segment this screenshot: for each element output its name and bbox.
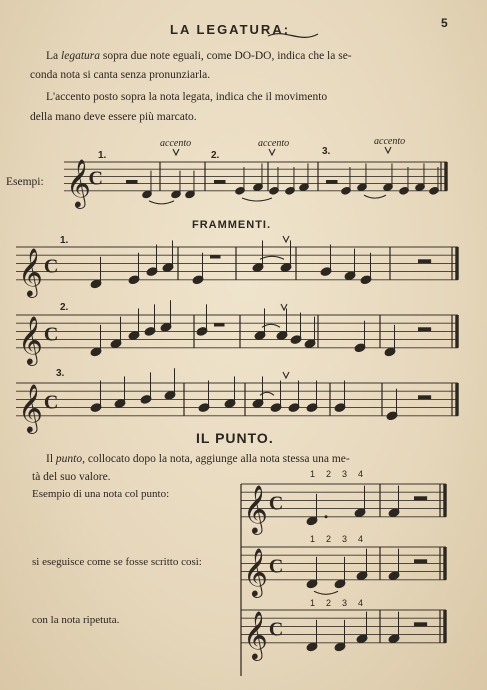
rest — [414, 559, 427, 563]
count-1: 1 — [310, 534, 316, 544]
treble-clef: 𝄞 — [243, 483, 268, 533]
text-run: La — [46, 50, 62, 62]
treble-clef: 𝄞 — [18, 246, 43, 296]
punto-title: IL PUNTO. — [196, 430, 274, 446]
count-4: 4 — [358, 534, 364, 544]
italic-term: legatura — [61, 50, 100, 62]
repeated-label: con la nota ripetuta. — [32, 614, 120, 626]
accent-mark — [283, 372, 289, 378]
time-signature: C — [268, 555, 284, 578]
legatura-title: LA LEGATURA: — [170, 22, 291, 37]
frammenti-title: FRAMMENTI. — [192, 219, 272, 231]
count-2: 2 — [326, 469, 332, 479]
example-number-3: 3. — [322, 146, 331, 157]
rest — [418, 395, 431, 399]
count-3: 3 — [342, 598, 348, 608]
count-2: 2 — [326, 534, 332, 544]
frammento-number-1: 1. — [60, 235, 69, 246]
rest — [418, 259, 431, 263]
rest — [414, 496, 427, 500]
page-number: 5 — [441, 16, 448, 30]
rest — [326, 180, 338, 184]
rest — [210, 255, 220, 258]
rest — [214, 180, 226, 184]
italic-term: punto, — [55, 453, 85, 465]
text-run: collocato dopo la nota, aggiunge alla nota stessa una me- — [84, 453, 350, 465]
rest — [414, 622, 427, 626]
accent-mark — [173, 149, 179, 155]
legatura-paragraph-1-line-2: conda nota si canta senza pronunziarla. — [30, 69, 211, 81]
count-1: 1 — [310, 469, 316, 479]
title-flourish — [268, 34, 318, 38]
time-signature: C — [88, 167, 103, 190]
dotted-example-label: Esempio di una nota col punto: — [32, 488, 170, 500]
legatura-paragraph-2-line-2: della mano deve essere più marcato. — [30, 111, 197, 123]
time-signature: C — [268, 492, 284, 515]
example-number-2: 2. — [211, 150, 220, 161]
count-3: 3 — [342, 534, 348, 544]
time-signature: C — [43, 391, 59, 414]
treble-clef: 𝄞 — [243, 609, 268, 659]
example-number-1: 1. — [98, 150, 107, 161]
tie — [260, 256, 284, 259]
tie — [242, 198, 272, 201]
treble-clef: 𝄞 — [66, 157, 91, 207]
count-4: 4 — [358, 469, 364, 479]
count-3: 3 — [342, 469, 348, 479]
rest — [126, 180, 138, 184]
frammento-number-3: 3. — [56, 368, 65, 379]
treble-clef: 𝄞 — [243, 546, 268, 596]
punto-paragraph-line-2: tà del suo valore. — [32, 471, 111, 483]
treble-clef: 𝄞 — [18, 382, 43, 432]
executed-label: si eseguisce come se fosse scritto così: — [32, 556, 202, 568]
accent-mark — [385, 147, 391, 153]
examples-label: Esempi: — [6, 176, 44, 188]
time-signature: C — [43, 323, 59, 346]
count-2: 2 — [326, 598, 332, 608]
time-signature: C — [268, 618, 284, 641]
rest — [214, 323, 224, 326]
accento-label-1: accento — [160, 138, 192, 149]
frammento-number-2: 2. — [60, 302, 69, 313]
count-4: 4 — [358, 598, 364, 608]
text-run: Il — [46, 453, 56, 465]
legatura-paragraph-2: L'accento posto sopra la nota legata, indica che il movimento — [46, 91, 328, 103]
dot — [325, 515, 328, 518]
accento-label-2: accento — [258, 138, 290, 149]
tie — [149, 201, 174, 204]
tie — [314, 591, 338, 594]
accent-mark — [283, 236, 289, 242]
count-1: 1 — [310, 598, 316, 608]
accento-label-3: accento — [374, 136, 406, 147]
time-signature: C — [43, 255, 59, 278]
accent-mark — [269, 149, 275, 155]
text-run: sopra due note eguali, come DO-DO, indica che la se- — [100, 50, 352, 62]
rest — [418, 327, 431, 331]
treble-clef: 𝄞 — [18, 314, 43, 364]
tie — [364, 195, 386, 198]
